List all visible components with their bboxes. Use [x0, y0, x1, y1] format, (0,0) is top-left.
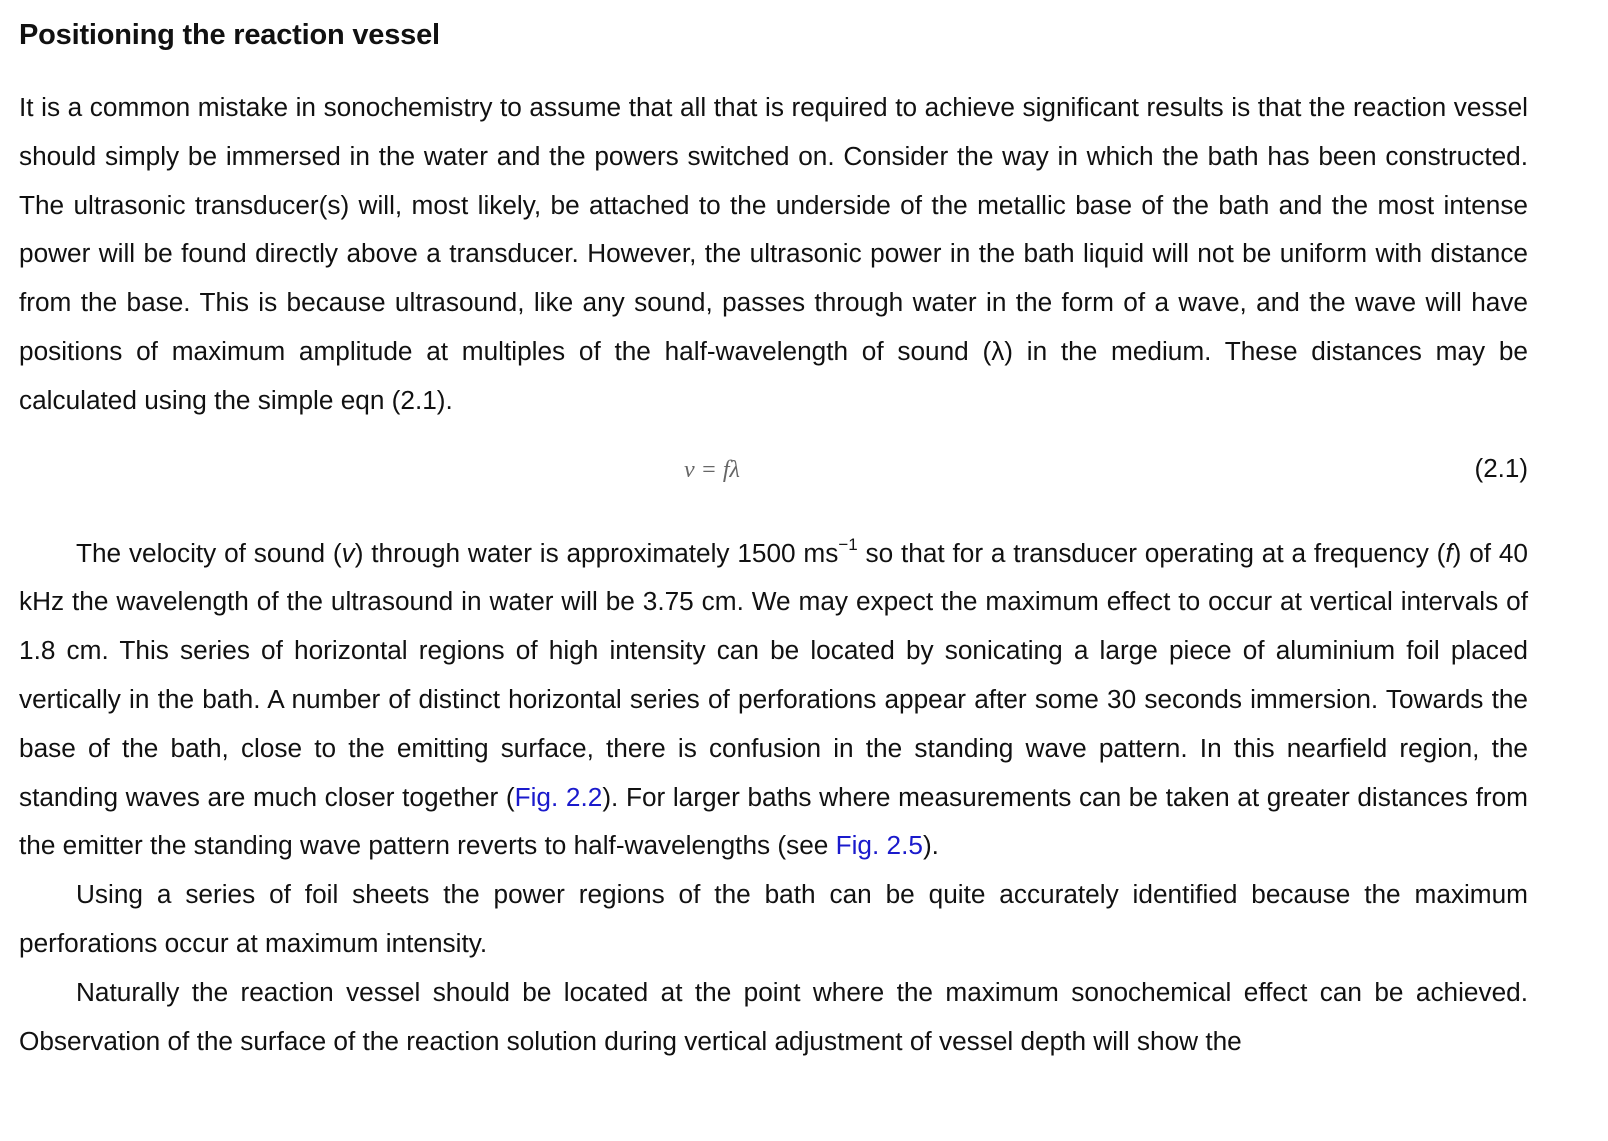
- section-heading: Positioning the reaction vessel: [19, 19, 440, 51]
- variable-f: f: [1445, 537, 1453, 568]
- variable-v: v: [341, 537, 355, 568]
- superscript-exponent: −1: [838, 534, 858, 554]
- equation-block: [19, 437, 1528, 517]
- figure-link-2-5[interactable]: Fig. 2.5: [835, 830, 923, 861]
- text-segment: ) of 40 kHz the wavelength of the ultrasound in water will be 3.75 cm. We may expect the maximum effect to occur at vertical intervals of 1.8 cm. This series of horizontal regions of high intensity can be located by sonicating a large piece of aluminium foil placed vertically in the bath. A number of distinct horizontal series of perforations appear after some 30 seconds immersion. Towards the base of the bath, close to the emitting surface, there is confusion in the standing wave pattern. In this nearfield region, the standing waves are much closer together (: [19, 537, 1528, 812]
- text-segment: ) through water is approximately 1500 ms: [354, 537, 839, 568]
- paragraph-foil-sheets: Using a series of foil sheets the power regions of the bath can be quite accurately identified because the maximum perforations occur at maximum intensity.: [19, 879, 1528, 958]
- equation-number: (2.1): [1474, 452, 1528, 483]
- figure-link-2-2[interactable]: Fig. 2.2: [514, 781, 603, 812]
- paragraph-intro: It is a common mistake in sonochemistry to assume that all that is required to achieve significant results is that the reaction vessel should simply be immersed in the water and the powers switched on. Consider the way in which the bath has been constructed. The ultrasonic transducer(s) will, most likely, be attached to the underside of the metallic base of the bath and the most intense power will be found directly above a transducer. However, the ultrasonic power in the bath liquid will not be uniform with distance from the base. This is because ultrasound, like any sound, passes through water in the form of a wave, and the wave will have positions of maximum amplitude at multiples of the half-wavelength of sound (λ) in the medium. These distances may be calculated using the simple eqn (2.1).: [19, 92, 1528, 415]
- text-segment: ). For larger baths where measurements can be taken at greater distances from the emitter the standing wave pattern reverts to half-wavelengths (see: [19, 781, 1528, 861]
- text-segment: so that for a transducer operating at a frequency (: [857, 537, 1446, 568]
- text-segment: The velocity of sound (: [76, 537, 342, 568]
- equation-expression: v = fλ: [684, 456, 740, 483]
- paragraph-velocity: [19, 529, 1528, 871]
- paragraph-vessel-location: Naturally the reaction vessel should be located at the point where the maximum sonochemical effect can be achieved. Observation of the surface of the reaction solution during vertical adjustment of vessel depth will show the: [19, 976, 1528, 1056]
- document-page: [19, 0, 1528, 1065]
- text-segment: ).: [922, 830, 939, 861]
